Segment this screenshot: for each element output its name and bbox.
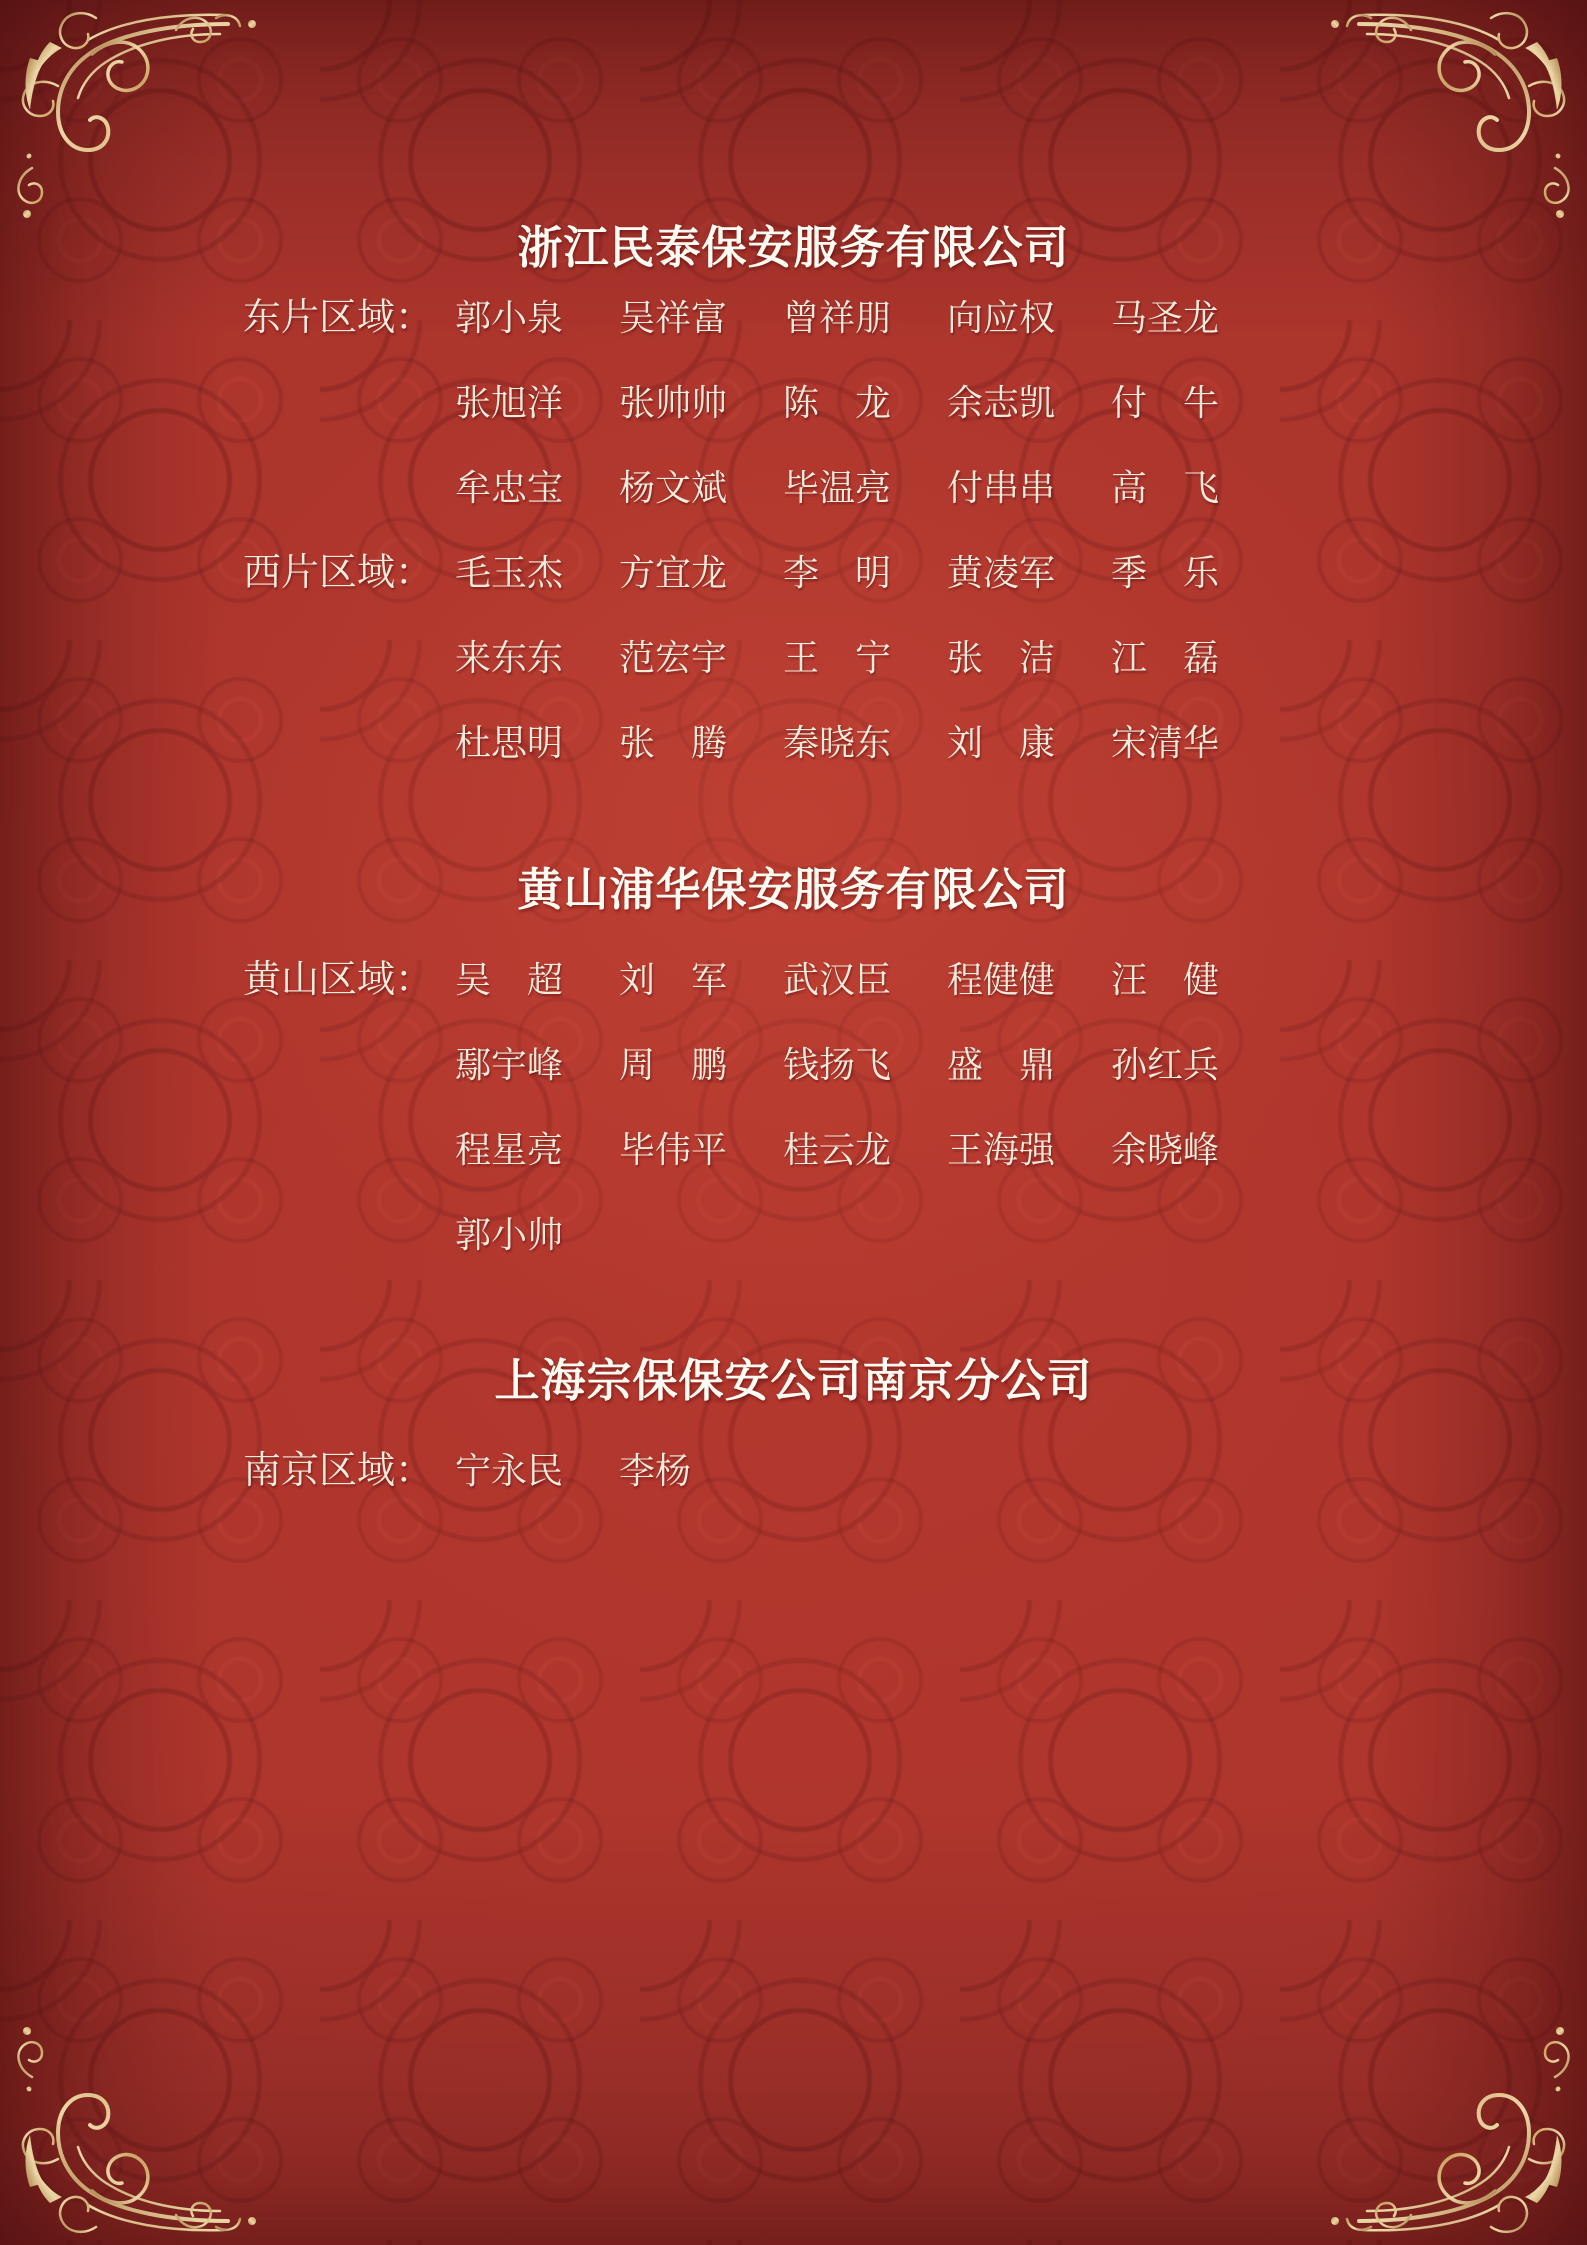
person-name: 曾祥朋 <box>783 298 892 338</box>
corner-flourish-bottom-left <box>23 2095 228 2232</box>
person-name: 余志凯 <box>947 383 1056 423</box>
person-name: 范宏宇 <box>619 638 728 678</box>
roster-row <box>0 616 1587 701</box>
person-name: 江 磊 <box>1111 638 1220 678</box>
person-name: 付串串 <box>947 468 1056 508</box>
person-name: 向应权 <box>947 298 1056 338</box>
person-name: 来东东 <box>455 638 564 678</box>
roster-row <box>0 446 1587 531</box>
person-name: 季 乐 <box>1111 553 1220 593</box>
person-name: 余晓峰 <box>1111 1130 1220 1170</box>
person-name: 郭小泉 <box>455 298 564 338</box>
company-title: 黄山浦华保安服务有限公司 <box>517 865 1070 915</box>
region-label: 东片区域： <box>243 297 434 339</box>
person-name: 周 鹏 <box>619 1045 728 1085</box>
person-name: 李 明 <box>783 553 892 593</box>
roster-row <box>0 1429 1587 1514</box>
roster-row <box>0 938 1587 1023</box>
roster-row <box>0 276 1587 361</box>
person-name: 张帅帅 <box>619 383 728 423</box>
company-section-1 <box>0 220 1587 786</box>
person-name: 牟忠宝 <box>455 468 564 508</box>
roster-row <box>0 1023 1587 1108</box>
person-name: 刘 军 <box>619 960 728 1000</box>
region-label: 西片区域： <box>243 552 434 594</box>
region-label: 南京区域： <box>243 1450 434 1492</box>
person-name: 程健健 <box>947 960 1056 1000</box>
corner-flourish-bottom-right <box>1359 2095 1564 2232</box>
person-name: 黄凌军 <box>947 553 1056 593</box>
person-name: 秦晓东 <box>783 723 892 763</box>
roster-row <box>0 1108 1587 1193</box>
person-name: 吴 超 <box>455 960 564 1000</box>
person-name: 孙红兵 <box>1111 1045 1220 1085</box>
company-section-3 <box>0 1353 1587 1514</box>
roster-row <box>0 531 1587 616</box>
person-name: 桂云龙 <box>783 1130 892 1170</box>
person-name: 李杨 <box>619 1451 692 1491</box>
person-name: 杜思明 <box>455 723 564 763</box>
person-name: 王海强 <box>947 1130 1056 1170</box>
person-name: 方宜龙 <box>619 553 728 593</box>
person-name: 吴祥富 <box>619 298 728 338</box>
person-name: 高 飞 <box>1111 468 1220 508</box>
company-title: 上海宗保保安公司南京分公司 <box>494 1356 1093 1406</box>
person-name: 毕温亮 <box>783 468 892 508</box>
person-name: 钱扬飞 <box>783 1045 892 1085</box>
person-name: 毛玉杰 <box>455 553 564 593</box>
person-name: 武汉臣 <box>783 960 892 1000</box>
person-name: 刘 康 <box>947 723 1056 763</box>
person-name: 马圣龙 <box>1111 298 1220 338</box>
person-name: 宋清华 <box>1111 723 1220 763</box>
person-name: 付 牛 <box>1111 383 1220 423</box>
person-name: 盛 鼎 <box>947 1045 1056 1085</box>
roster-row <box>0 701 1587 786</box>
person-name: 鄢宇峰 <box>455 1045 564 1085</box>
person-name: 汪 健 <box>1111 960 1220 1000</box>
roster-row <box>0 361 1587 446</box>
person-name: 张 腾 <box>619 723 728 763</box>
region-label: 黄山区域： <box>243 959 434 1001</box>
person-name: 程星亮 <box>455 1130 564 1170</box>
company-section-2 <box>0 862 1587 1278</box>
person-name: 宁永民 <box>455 1451 564 1491</box>
person-name: 郭小帅 <box>455 1215 564 1255</box>
person-name: 王 宁 <box>783 638 892 678</box>
person-name: 杨文斌 <box>619 468 728 508</box>
company-title: 浙江民泰保安服务有限公司 <box>517 223 1070 273</box>
person-name: 陈 龙 <box>783 383 892 423</box>
person-name: 张旭洋 <box>455 383 564 423</box>
person-name: 张 洁 <box>947 638 1056 678</box>
roster-row <box>0 1193 1587 1278</box>
person-name: 毕伟平 <box>619 1130 728 1170</box>
